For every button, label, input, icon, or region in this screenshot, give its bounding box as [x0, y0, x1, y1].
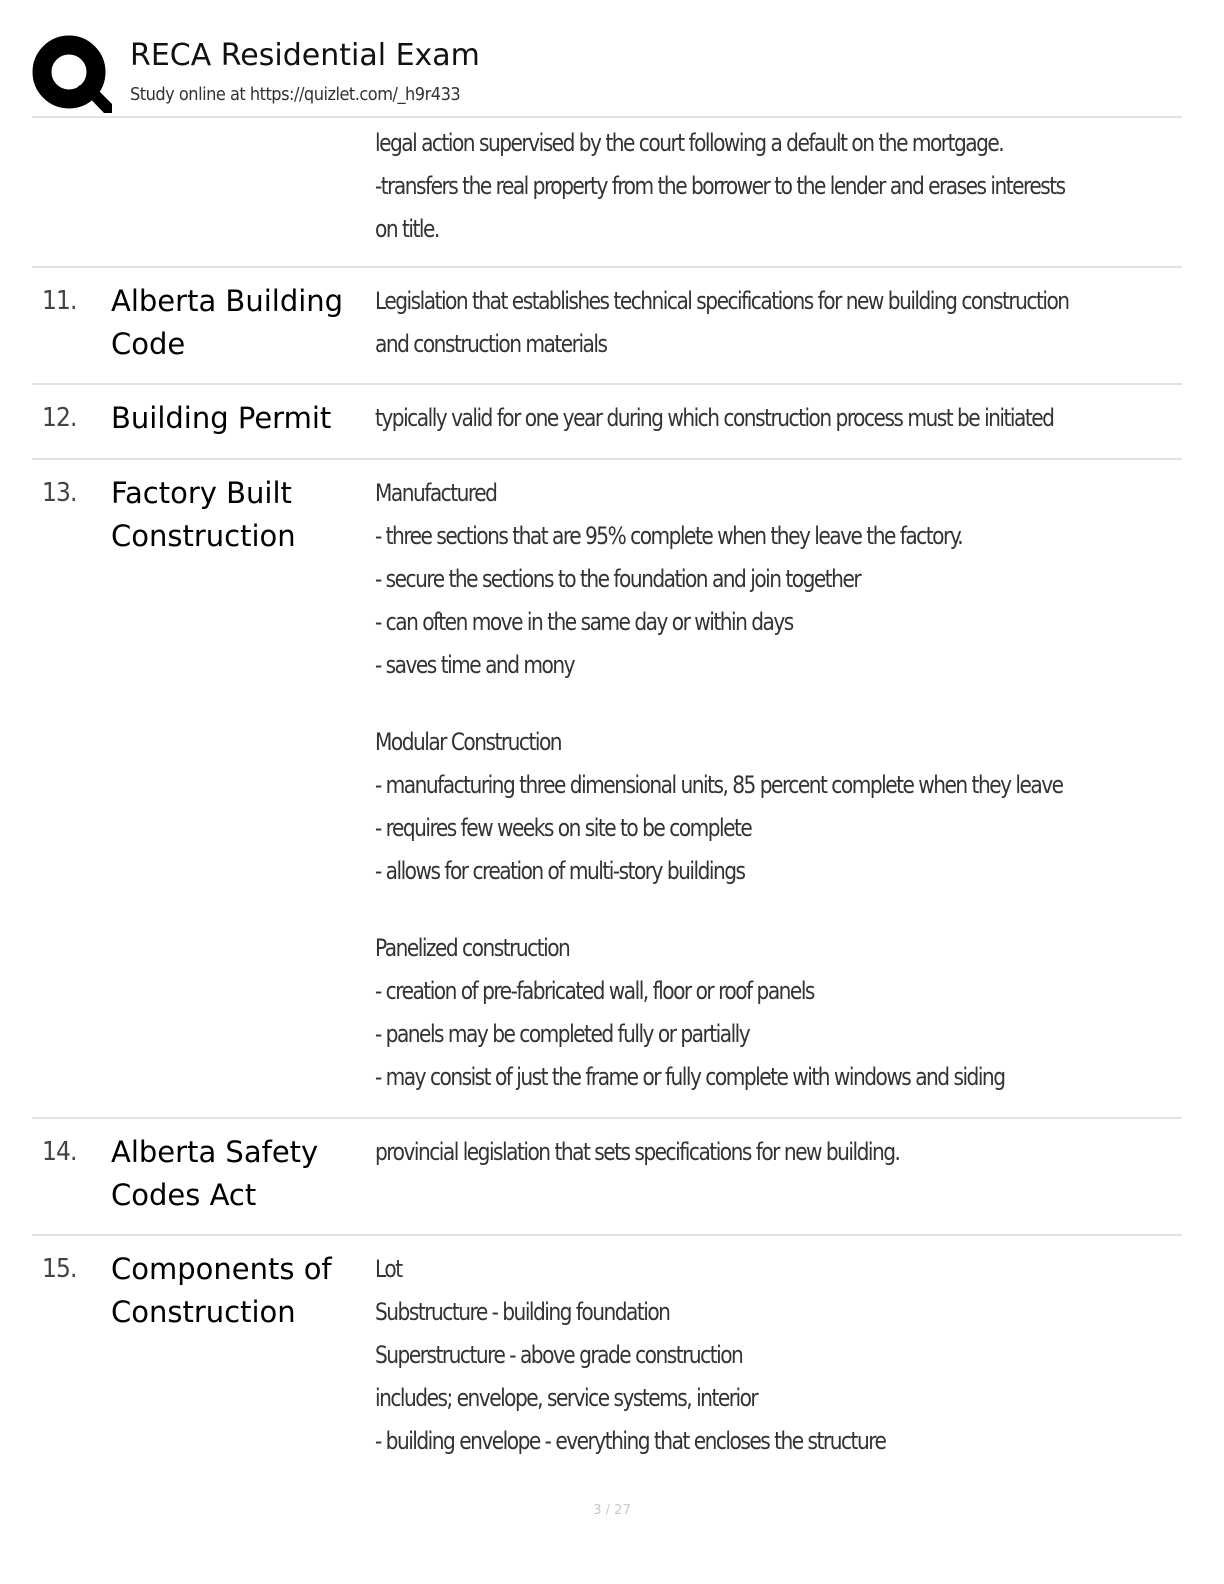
- entry-term: [111, 472, 361, 558]
- definition-line: - can often move in the same day or within days: [375, 608, 793, 636]
- continued-definition: [375, 122, 1175, 251]
- row-divider: [32, 458, 1182, 460]
- definition-line: - three sections that are 95% complete when they leave the factory.: [375, 522, 963, 550]
- definition-line: - creation of pre-fabricated wall, floor or roof panels: [375, 977, 814, 1005]
- row-divider: [32, 1234, 1182, 1236]
- entry-number: 14.: [42, 1137, 77, 1167]
- definition-line: includes; envelope, service systems, interior: [375, 1384, 758, 1412]
- definition-line: legal action supervised by the court following a default on the mortgage.: [375, 129, 1004, 157]
- entry-number: 11.: [42, 286, 77, 316]
- entry-definition: [375, 1131, 1175, 1174]
- row-divider: [32, 1117, 1182, 1119]
- entry-term: [111, 1248, 361, 1334]
- page-title: RECA Residential Exam: [130, 38, 480, 73]
- entry-term: [111, 1131, 361, 1217]
- definition-spacer: [375, 893, 1165, 927]
- definition-line: Panelized construction: [375, 934, 570, 962]
- term-line: Construction: [111, 1295, 296, 1329]
- entry-number: 15.: [42, 1254, 77, 1284]
- definition-line: - allows for creation of multi-story buildings: [375, 857, 745, 885]
- definition-line: Superstructure - above grade construction: [375, 1341, 743, 1369]
- row-divider: [32, 383, 1182, 385]
- entry-definition: [375, 472, 1175, 1099]
- entry-number: 12.: [42, 403, 77, 433]
- study-link[interactable]: Study online at https://quizlet.com/_h9r433: [130, 84, 461, 105]
- term-line: Code: [111, 327, 186, 361]
- term-line: Components of: [111, 1252, 332, 1286]
- term-line: Building Permit: [111, 401, 332, 435]
- definition-line: - building envelope - everything that encloses the structure: [375, 1427, 886, 1455]
- entry-term: [111, 280, 361, 366]
- term-line: Construction: [111, 519, 296, 553]
- definition-line: -transfers the real property from the borrower to the lender and erases interests: [375, 172, 1065, 200]
- definition-line: - saves time and mony: [375, 651, 575, 679]
- definition-line: Lot: [375, 1255, 402, 1283]
- entry-term: [111, 397, 361, 440]
- definition-line: - manufacturing three dimensional units, 85 percent complete when they leave: [375, 771, 1063, 799]
- page-number: 3 / 27: [593, 1503, 631, 1518]
- definition-line: Modular Construction: [375, 728, 562, 756]
- entry-definition: [375, 397, 1175, 440]
- definition-line: - may consist of just the frame or fully complete with windows and siding: [375, 1063, 1005, 1091]
- definition-line: - requires few weeks on site to be complete: [375, 814, 752, 842]
- definition-line: on title.: [375, 215, 439, 243]
- entry-definition: [375, 280, 1175, 366]
- definition-line: Legislation that establishes technical specifications for new building construction: [375, 287, 1069, 315]
- term-line: Factory Built: [111, 476, 292, 510]
- entry-definition: [375, 1248, 1175, 1463]
- row-divider: [32, 266, 1182, 268]
- term-line: Alberta Safety: [111, 1135, 319, 1169]
- term-line: Alberta Building: [111, 284, 344, 318]
- header-divider: [32, 116, 1182, 118]
- definition-line: - secure the sections to the foundation and join together: [375, 565, 861, 593]
- term-line: Codes Act: [111, 1178, 257, 1212]
- definition-line: and construction materials: [375, 330, 607, 358]
- definition-line: Manufactured: [375, 479, 497, 507]
- definition-line: provincial legislation that sets specifications for new building.: [375, 1138, 900, 1166]
- definition-line: - panels may be completed fully or partially: [375, 1020, 750, 1048]
- page-header: [32, 32, 1192, 116]
- definition-spacer: [375, 687, 1165, 721]
- quizlet-logo-icon: [32, 34, 112, 114]
- definition-line: typically valid for one year during which construction process must be initiated: [375, 404, 1054, 432]
- definition-line: Substructure - building foundation: [375, 1298, 670, 1326]
- entry-number: 13.: [42, 478, 77, 508]
